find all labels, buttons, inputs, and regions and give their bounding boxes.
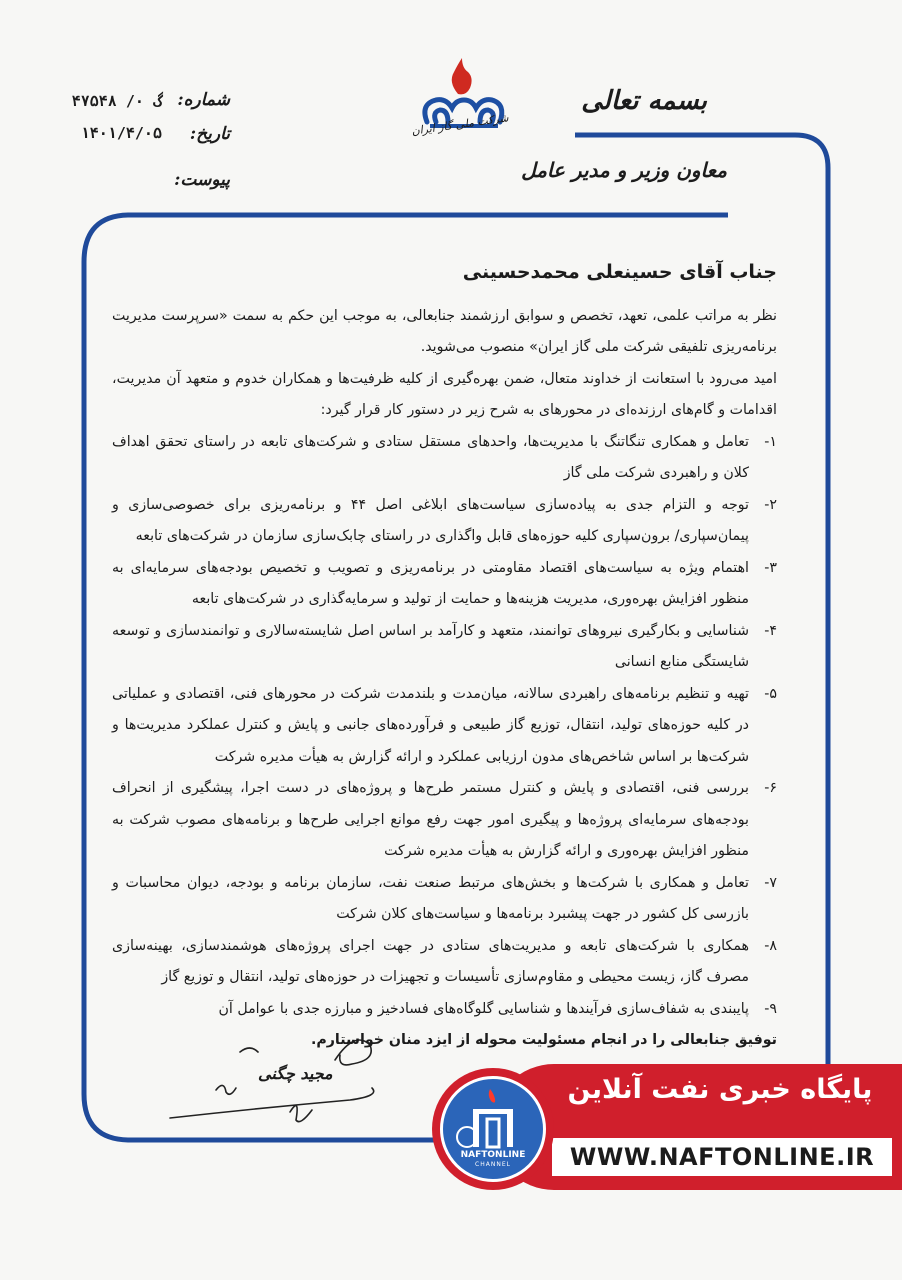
list-item [112,679,777,774]
number-value: گ ۰/ ۴۷۵۴۸ [71,92,162,110]
item-number: ۱- [764,433,777,450]
addressee: جناب آقای حسینعلی محمدحسینی [462,261,777,283]
list-item [112,931,777,994]
besm-heading: بسمه تعالی [581,86,707,116]
list-item [112,868,777,931]
item-text: اهتمام ویژه به سیاست‌های اقتصاد مقاومتی در برنامه‌ریزی و تصویب و تخصیص بودجه‌های سرمایه‌ای به منظور افزایش بهره‌وری، مدیریت هزینه‌ها و حمایت از تولید و سرمایه‌گذاری در شرکت‌های تابعه [112,559,749,607]
banner-title: پایگاه خبری نفت آنلاین [567,1074,873,1105]
list-item [112,427,777,490]
list-item [112,490,777,553]
channel-name: NAFTONLINE [460,1150,526,1160]
item-number: ۴- [764,622,777,639]
sender-role: معاون وزیر و مدیر عامل [521,158,727,182]
item-number: ۹- [764,1000,777,1017]
closing-line: توفیق جنابعالی را در انجام مسئولیت محوله از ایزد منان خواستارم. [310,1032,777,1048]
intro-paragraph: امید می‌رود با استعانت از خداوند متعال، ضمن بهره‌گیری از کلیه ظرفیت‌ها و همکاران خدوم و متعهد آن مدیریت، اقدامات و گام‌های ارزنده‌ای در محورهای به شرح زیر در دستور کار قرار گیرد: [112,370,777,418]
item-text: تعامل و همکاری با شرکت‌ها و بخش‌های مرتبط صنعت نفت، سازمان برنامه و بودجه، دیوان محاسبات و بازرسی کل کشور در جهت پیشبرد برنامه‌ها و سیاست‌های کلان شرکت [112,874,749,922]
item-number: ۸- [764,937,777,954]
number-label: شماره: [177,90,230,110]
letter-body [112,255,777,1057]
item-number: ۵- [764,685,777,702]
item-text: شناسایی و بکارگیری نیروهای توانمند، متعهد و کارآمد بر اساس اصل شایسته‌سالاری و توانمندسازی و توسعه شایستگی منابع انسانی [112,622,749,670]
item-number: ۷- [764,874,777,891]
list-item [112,616,777,679]
item-text: همکاری با شرکت‌های تابعه و مدیریت‌های ستادی در جهت اجرای پروژه‌های هوشمندسازی، بهینه‌سازی مصرف گاز، زیست محیطی و مقاوم‌سازی تأسیسات و تجهیزات در حوزه‌های تولید، انتقال و توزیع گاز [112,937,749,985]
date-label: تاریخ: [189,124,230,144]
signer-name: مجید چگنی [258,1064,333,1083]
item-text: تعامل و همکاری تنگاتنگ با مدیریت‌ها، واحدهای مستقل ستادی و شرکت‌های تابعه در راستای تحقق اهداف کلان و راهبردی شرکت ملی گاز [112,433,749,481]
list-item [112,553,777,616]
item-text: بررسی فنی، اقتصادی و پایش و کنترل مستمر طرح‌ها و پروژه‌های در دست اجرا، پیشگیری از انحراف بودجه‌های سرمایه‌ای پروژه‌ها و پیگیری امور جهت رفع موانع اجرایی طرح‌ها و برنامه‌های مصوب شرکت به منظور افزایش بهره‌وری و ارائه گزارش به هیأت مدیره شرکت [112,780,749,859]
list-item [112,773,777,868]
item-text: توجه و التزام جدی به پیاده‌سازی سیاست‌های ابلاغی اصل ۴۴ و برنامه‌ریزی برای خصوصی‌سازی و پیمان‌سپاری/ برون‌سپاری کلیه حوزه‌های قابل واگذاری در راستای چابک‌سازی سازمان در شرکت‌های تابعه [112,496,749,544]
attachment-label: پیوست: [174,170,230,190]
item-number: ۳- [764,559,777,576]
item-number: ۶- [764,780,777,796]
naftonline-banner [432,1064,902,1190]
item-number: ۲- [764,496,777,513]
list-item [112,994,777,1026]
intro-paragraph: نظر به مراتب علمی، تعهد، تخصص و سوابق ارزشمند جنابعالی، به موجب این حکم به سمت «سرپرست مدیریت برنامه‌ریزی تلفیقی شرکت ملی گاز ایران» منصوب می‌شوید. [112,307,777,355]
channel-subtitle: CHANNEL [475,1161,511,1168]
date-value: ۱۴۰۱/۴/۰۵ [80,124,162,142]
item-text: تهیه و تنظیم برنامه‌های راهبردی سالانه، میان‌مدت و بلندمدت شرکت در محورهای فنی، اقتصادی و عملیاتی در کلیه حوزه‌های تولید، انتقال، توزیع گاز طبیعی و فرآورده‌های جانبی و پایش و کنترل عملکرد مدیریت‌ها و شرکت‌ها بر اساس شاخص‌های مدون ارزیابی عملکرد و ارائه گزارش به هیأت مدیره شرکت [112,685,749,765]
item-text: پایبندی به شفاف‌سازی فرآیندها و شناسایی گلوگاه‌های فسادخیز و مبارزه جدی با عوامل آن [218,1000,749,1017]
logo-caption: شرکت ملی گاز ایران [410,111,510,138]
banner-url: WWW.NAFTONLINE.IR [552,1138,892,1176]
